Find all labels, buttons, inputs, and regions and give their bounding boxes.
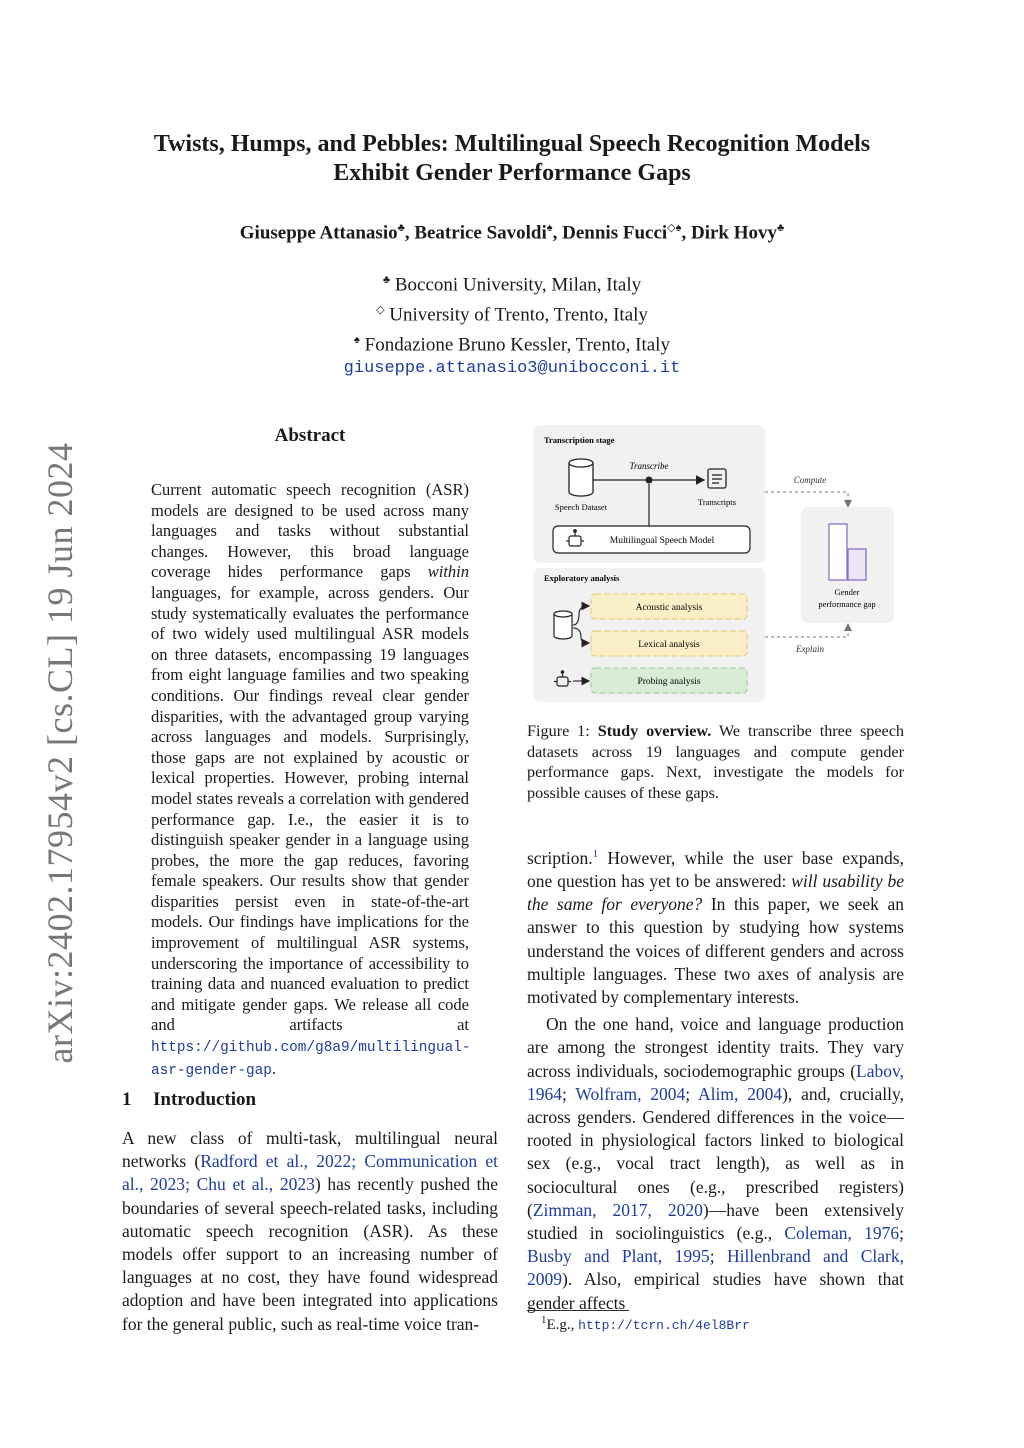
body-text: ). Also, empirical studies have shown that gender affects	[527, 1269, 904, 1313]
citation-separator: ;	[562, 1083, 576, 1104]
section-heading-introduction	[122, 1089, 256, 1111]
author-separator: ,	[552, 222, 563, 244]
abstract-heading: Abstract	[274, 425, 346, 446]
abstract-end: .	[271, 1058, 277, 1078]
gap-bar-short	[848, 549, 866, 580]
body-text: A new class of multi-task, multilingual neural networks (	[122, 1128, 498, 1172]
citation-communication[interactable]: Communication et al., 2023	[122, 1151, 498, 1195]
code-repository-link[interactable]: https://github.com/g8a9/multilingual-asr-gender-gap	[151, 1040, 471, 1079]
figure-1-caption	[527, 721, 904, 803]
body-text: However, while the user base expands, one question has yet to be answered:	[527, 847, 904, 892]
database-icon-small	[554, 611, 572, 639]
affiliation-bocconi	[200, 268, 824, 298]
body-text: ) has recently pushed the boundaries of several speech-related tasks, including automatic speech recognition (ASR). As these models offer support to an increasing number of languages at no cost, they have found widespread adoption and have been integrated into applications for the general public, such as real-time voice tran-	[122, 1174, 498, 1334]
gap-bar-tall	[829, 524, 847, 580]
citation-wolfram[interactable]: Wolfram, 2004	[575, 1083, 686, 1104]
transcription-stage-label: Transcription stage	[544, 435, 615, 445]
caption-bold: Study overview.	[597, 722, 712, 740]
title-line-1: Twists, Humps, and Pebbles: Multilingual Speech Recognition Models	[153, 131, 871, 157]
section-title: Introduction	[153, 1089, 257, 1110]
explain-arrow	[765, 625, 848, 637]
exploratory-analysis-label: Exploratory analysis	[544, 573, 620, 583]
database-icon	[569, 459, 593, 496]
compute-arrow	[765, 492, 848, 506]
footnote-text: E.g.,	[546, 1317, 579, 1333]
affiliation-mark: ♠	[354, 333, 360, 346]
citation-chu[interactable]: Chu et al., 2023	[196, 1174, 315, 1195]
author-hovy: Dirk Hovy	[690, 222, 777, 244]
abstract-body	[151, 480, 469, 1081]
arxiv-identifier: arXiv:2402.17954v2 [cs.CL] 19 Jun 2024	[40, 442, 80, 1064]
transcribe-label: Transcribe	[629, 461, 669, 471]
author-savoldi-mark: ♠	[546, 222, 553, 234]
citation-separator: ;	[351, 1151, 365, 1172]
author-list	[100, 221, 924, 244]
footnote-ref-1[interactable]: 1	[592, 848, 599, 860]
introduction-paragraph-1-continued	[527, 843, 904, 1009]
affiliations	[200, 268, 824, 382]
affiliation-fbk	[200, 328, 824, 358]
section-number: 1	[122, 1089, 132, 1110]
figure-1-diagram	[533, 422, 899, 707]
affiliation-mark: ♣	[382, 274, 391, 286]
citation-coleman[interactable]: Coleman, 1976	[784, 1223, 900, 1244]
body-text: )—have been extensively studied in sociolinguistics (e.g.,	[527, 1199, 904, 1244]
author-hovy-mark: ♣	[777, 222, 785, 234]
paper-title	[100, 130, 924, 188]
author-savoldi: Beatrice Savoldi	[414, 222, 547, 244]
citation-zimman[interactable]: Zimman, 2017, 2020	[532, 1199, 703, 1220]
citation-hillenbrand[interactable]: Hillenbrand and Clark, 2009	[527, 1246, 904, 1290]
introduction-paragraph-2	[527, 1013, 904, 1315]
body-text: scription.	[527, 847, 593, 868]
caption-text: We transcribe three speech datasets across 19 languages and compute gender performance gaps. Next, investigate the models for possible causes of these gaps.	[527, 722, 905, 802]
footnote-number: 1	[541, 1314, 547, 1326]
affiliation-text: Fondazione Bruno Kessler, Trento, Italy	[364, 333, 670, 355]
abstract-text: Current automatic speech recognition (ASR) models are designed to be used across many languages and tasks without substantial changes. However, this broad language coverage hides performance gaps	[151, 480, 469, 582]
author-fucci-mark: ◇♠	[667, 222, 682, 234]
introduction-paragraph-1	[122, 1127, 498, 1336]
author-separator: ,	[681, 222, 691, 244]
citation-radford[interactable]: Radford et al., 2022	[200, 1151, 352, 1172]
introduction-right-column	[527, 843, 904, 1315]
transcripts-label: Transcripts	[698, 497, 736, 507]
gap-label-line-1: Gender	[834, 587, 860, 597]
acoustic-analysis-label: Acoustic analysis	[635, 603, 703, 613]
caption-label: Figure 1:	[527, 722, 598, 740]
author-attanasio-mark: ♣	[397, 222, 405, 234]
citation-busby[interactable]: Busby and Plant, 1995	[527, 1246, 710, 1267]
probing-analysis-label: Probing analysis	[637, 677, 701, 687]
citation-alim[interactable]: Alim, 2004	[697, 1083, 783, 1104]
title-line-2: Exhibit Gender Performance Gaps	[333, 160, 691, 186]
citation-separator: ;	[709, 1246, 727, 1267]
research-question: will usability be the same for everyone?	[527, 871, 904, 915]
citation-separator: ;	[185, 1174, 197, 1195]
footnote-1	[541, 1314, 750, 1334]
citation-labov[interactable]: Labov, 1964	[527, 1060, 904, 1104]
lexical-analysis-label: Lexical analysis	[638, 640, 700, 650]
citation-separator: ;	[899, 1223, 904, 1244]
affiliation-trento	[200, 298, 824, 328]
body-text: In this paper, we seek an answer to this question by studying how systems understand the voices of different genders and across multiple languages. These two axes of analysis are motivated by complementary interests.	[527, 894, 904, 1008]
merge-node	[646, 477, 653, 484]
author-fucci: Dennis Fucci	[562, 222, 668, 244]
speech-dataset-label: Speech Dataset	[554, 502, 608, 512]
body-text: ), and, crucially, across genders. Gendered differences in the voice—rooted in physiological factors linked to biological sex (e.g., vocal tract length), as well as in sociocultural ones (e.g., prescribed registers) (	[527, 1083, 904, 1220]
affiliation-text: Bocconi University, Milan, Italy	[394, 274, 642, 296]
footnote-divider	[527, 1310, 629, 1311]
author-attanasio: Giuseppe Attanasio	[239, 222, 398, 244]
abstract-text: languages, for example, across genders. Our study systematically evaluates the performance of two widely used multilingual ASR models on three datasets, encompassing 19 languages from eight language families and two speaking conditions. Our findings reveal clear gender disparities, with the advantaged group varying across languages and models. Surprisingly, those gaps are not explained by acoustic or lexical properties. However, probing internal model states reveals a correlation with gendered performance gap. I.e., the easier it is to distinguish speaker gender in a language using probes, the more the gap reduces, favoring female speakers. Our results show that gender disparities persist even in state-of-the-art models. Our findings have implications for the improvement of multilingual ASR systems, underscoring the importance of accessibility to training data and nuanced evaluation to predict and mitigate gender gaps. We release all code and artifacts at	[151, 582, 469, 1035]
contact-email[interactable]: giuseppe.attanasio3@unibocconi.it	[343, 359, 681, 379]
affiliation-mark: ◇	[376, 303, 385, 316]
footnote-link[interactable]: http://tcrn.ch/4el8Brr	[578, 1318, 750, 1333]
model-label: Multilingual Speech Model	[609, 536, 715, 546]
body-text: On the one hand, voice and language production are among the strongest identity traits. They vary across individuals, sociodemographic groups (	[527, 1014, 904, 1081]
gap-label-line-2: performance gap	[818, 599, 876, 609]
author-separator: ,	[404, 222, 415, 244]
citation-separator: ;	[685, 1083, 698, 1104]
compute-label: Compute	[793, 475, 827, 485]
affiliation-text: University of Trento, Trento, Italy	[389, 304, 648, 326]
abstract-emphasis: within	[427, 562, 469, 582]
explain-label: Explain	[796, 644, 824, 654]
